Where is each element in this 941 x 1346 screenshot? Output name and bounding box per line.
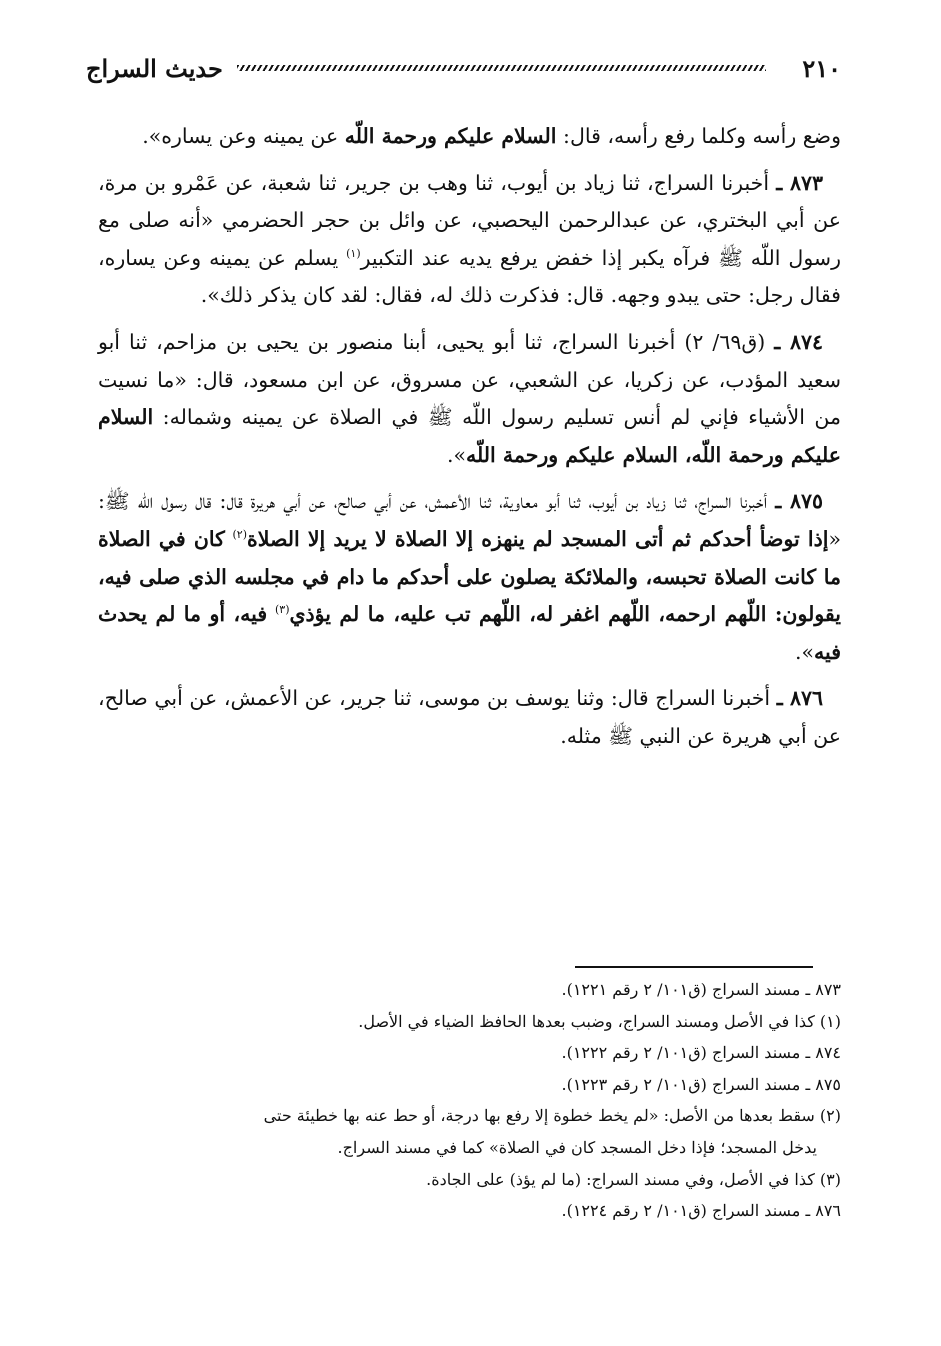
footnote-line: (٢) سقط بعدها من الأصل: «لم يخط خطوة إلا رفع بها درجة، أو حط عنه بها خطيئة حتى bbox=[263, 1106, 841, 1126]
hadith-875: ٨٧٥ ـ أخبرنا السراج، ثنا زياد بن أيوب، ثنا أبو معاوية، ثنا الأعمش، عن أبي صالح، عن أبي هريرة قال: قال رسول اللّه ﷺ: «إذا توضأ أحدكم ثم أتى المسجد لم ينهزه إلا الصلاة لا يريد إلا الصلاة$^{(٢)}$ كان في الصلاة ما كانت الصلاة تحبسه، والملائكة يصلون على أحدكم ما دام في مجلسه الذي صلى فيه، يقولون: اللّهم ارحمه، اللّهم اغفر له، اللّهم تب عليه، ما لم يؤذي$^{(٣)}$ فيه، أو ما لم يحدث فيه». bbox=[98, 489, 842, 664]
page-header bbox=[86, 50, 841, 86]
running-title: حديث السراج bbox=[86, 53, 223, 83]
footnote-line: ٨٧٥ ـ مسند السراج (ق١٠١/ ٢ رقم ١٢٢٣). bbox=[561, 1074, 841, 1094]
footnote-line: ٨٧٣ ـ مسند السراج (ق١٠١/ ٢ رقم ١٢٢١). bbox=[561, 980, 841, 999]
footnote-line: (١) كذا في الأصل ومسند السراج، وضبب بعدها الحافظ الضياء في الأصل. bbox=[358, 1011, 841, 1031]
footnotes bbox=[98, 974, 841, 1227]
page-number: ٢١٠ bbox=[802, 53, 841, 83]
hadith-874: ٨٧٤ ـ (ق٦٩/ ٢) أخبرنا السراج، ثنا أبو يحيى، أبنا منصور بن يحيى بن مزاحم، ثنا أبو سعيد المؤدب، عن زكريا، عن الشعبي، عن مسروق، عن ابن مسعود، قال: «ما نسيت من الأشياء فإني لم أنس تسليم رسول اللّه ﷺ في الصلاة عن يمينه وشماله: السلام عليكم ورحمة اللّه، السلام عليكم ورحمة اللّه». bbox=[98, 329, 841, 467]
footnote-line: ٨٧٦ ـ مسند السراج (ق١٠١/ ٢ رقم ١٢٢٤). bbox=[561, 1201, 841, 1221]
main-text bbox=[98, 118, 841, 756]
footnote-marker: (٢) bbox=[232, 528, 247, 542]
hadith-876: ٨٧٦ ـ أخبرنا السراج قال: وثنا يوسف بن موسى، ثنا جرير، عن الأعمش، عن أبي صالح، عن أبي هريرة عن النبي ﷺ مثله. bbox=[98, 686, 841, 748]
hadith-873: ٨٧٣ ـ أخبرنا السراج، ثنا زياد بن أيوب، ثنا وهب بن جرير، ثنا شعبة، عن عَمْرو بن مرة، عن أبي البختري، عن عبدالرحمن اليحصبي، عن وائل بن حجر الحضرمي «أنه صلى مع رسول اللّه ﷺ فرآه يكبر إذا خفض يرفع يديه عند التكبير$^{(١)}$ يسلم عن يمينه وعن يساره، فقال رجل: حتى يبدو وجهه. قال: فذكرت ذلك له، فقال: لقد كان يذكر ذلك». bbox=[98, 170, 841, 308]
footnote-marker: (٣) bbox=[274, 603, 290, 617]
footnote-line: (٣) كذا في الأصل، وفي مسند السراج: (ما لم يؤذ) على الجادة. bbox=[426, 1169, 841, 1189]
hadith-number: ٨٧٣ ـ bbox=[776, 170, 823, 195]
hadith-number: ٨٧٥ ـ bbox=[775, 489, 823, 514]
hadith-number: ٨٧٦ ـ bbox=[776, 686, 823, 711]
hadith-number: ٨٧٤ ـ bbox=[774, 329, 823, 354]
footnote-rule bbox=[575, 966, 813, 968]
footnote-line: يدخل المسجد؛ فإذا دخل المسجد كان في الصلاة» كما في مسند السراج. bbox=[337, 1137, 817, 1157]
footnote-line: ٨٧٤ ـ مسند السراج (ق١٠١/ ٢ رقم ١٢٢٢). bbox=[561, 1043, 841, 1063]
footnote-marker: (١) bbox=[346, 246, 361, 260]
opening-paragraph: وضع رأسه وكلما رفع رأسه، قال: السلام عليكم ورحمة اللّه عن يمينه وعن يساره». bbox=[142, 124, 841, 148]
header-rule bbox=[237, 65, 767, 71]
